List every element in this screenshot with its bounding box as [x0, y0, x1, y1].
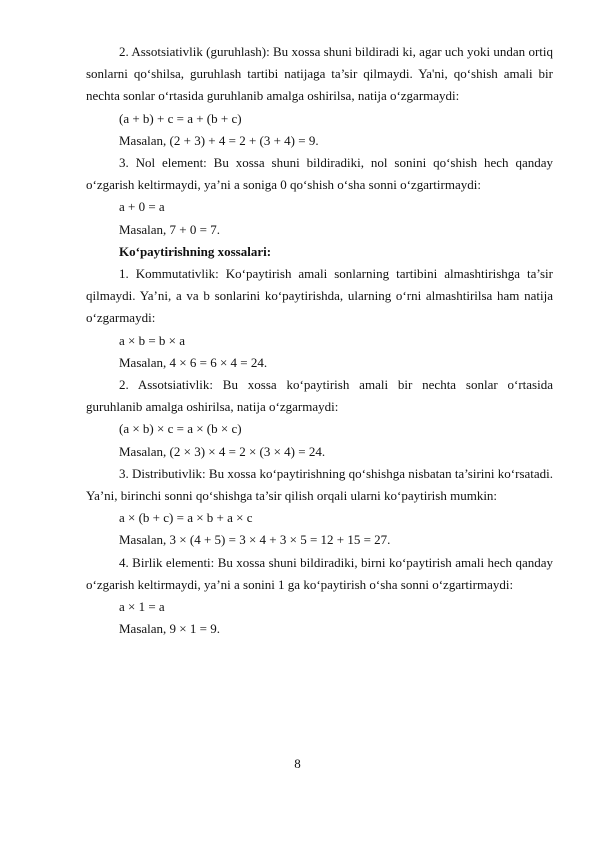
- example-distributivity: Masalan, 3 × (4 + 5) = 3 × 4 + 3 × 5 = 12 + 15 = 27.: [119, 532, 391, 548]
- formula-identity-element: a × 1 = a: [119, 599, 165, 615]
- paragraph-multiplication-commutativity: 1. Kommutativlik: Ko‘paytirish amali sonlarning tartibini almashtirishga ta’sir qilmaydi. Ya’ni, a va b sonlarini ko‘paytirishda, ularning o‘rni almashtirilsa ham natija o‘zgarmaydi:: [86, 266, 553, 326]
- paragraph-distributivity: 3. Distributivlik: Bu xossa ko‘paytirishning qo‘shishga nisbatan ta’sirini ko‘rsatadi. Ya’ni, birinchi sonni qo‘shishga ta’sir qilish orqali ularni ko‘paytirish mumkin:: [86, 465, 554, 504]
- example-zero-element: Masalan, 7 + 0 = 7.: [119, 221, 220, 237]
- formula-zero-element: a + 0 = a: [119, 199, 165, 215]
- example-multiplication-commutativity: Masalan, 4 × 6 = 6 × 4 = 24.: [119, 354, 268, 370]
- formula-distributivity: a × (b + c) = a × b + a × c: [119, 510, 253, 526]
- formula-multiplication-commutativity: a × b = b × a: [119, 332, 186, 348]
- example-identity-element: Masalan, 9 × 1 = 9.: [119, 621, 220, 637]
- document-page: [86, 41, 553, 640]
- paragraph-multiplication-associativity: 2. Assotsiativlik: Bu xossa ko‘paytirish amali bir nechta sonlar o‘rtasida guruhlanib amalga oshirilsa, natija o‘zgarmaydi:: [86, 377, 553, 415]
- paragraph-identity-element: 4. Birlik elementi: Bu xossa shuni bildiradiki, birni ko‘paytirish amali hech qanday o‘zgarish keltirmaydi, ya’ni a sonini 1 ga ko‘paytirish o‘sha sonni o‘zgartirmaydi:: [86, 554, 553, 592]
- formula-addition-associativity: (a + b) + c = a + (b + c): [119, 110, 242, 126]
- section-heading-multiplication-properties: Ko‘paytirishning xossalari:: [119, 243, 272, 259]
- formula-multiplication-associativity: (a × b) × c = a × (b × c): [119, 421, 242, 437]
- page-number: 8: [294, 756, 301, 771]
- example-addition-associativity: Masalan, (2 + 3) + 4 = 2 + (3 + 4) = 9.: [119, 132, 319, 148]
- example-multiplication-associativity: Masalan, (2 × 3) × 4 = 2 × (3 × 4) = 24.: [119, 443, 326, 459]
- paragraph-addition-associativity: 2. Assotsiativlik (guruhlash): Bu xossa shuni bildiradi ki, agar uch yoki undan ortiq sonlarni qo‘shilsa, guruhlash tartibi natijaga ta’sir qilmaydi. Ya'ni, qo‘shish amali bir nechta sonlar o‘rtasida guruhlanib amalga oshirilsa, natija o‘zgarmaydi:: [86, 44, 553, 104]
- paragraph-zero-element: 3. Nol element: Bu xossa shuni bildiradiki, nol sonini qo‘shish hech qanday o‘zgarish keltirmaydi, ya’ni a soniga 0 qo‘shish o‘sha sonni o‘zgartirmaydi:: [86, 155, 553, 193]
